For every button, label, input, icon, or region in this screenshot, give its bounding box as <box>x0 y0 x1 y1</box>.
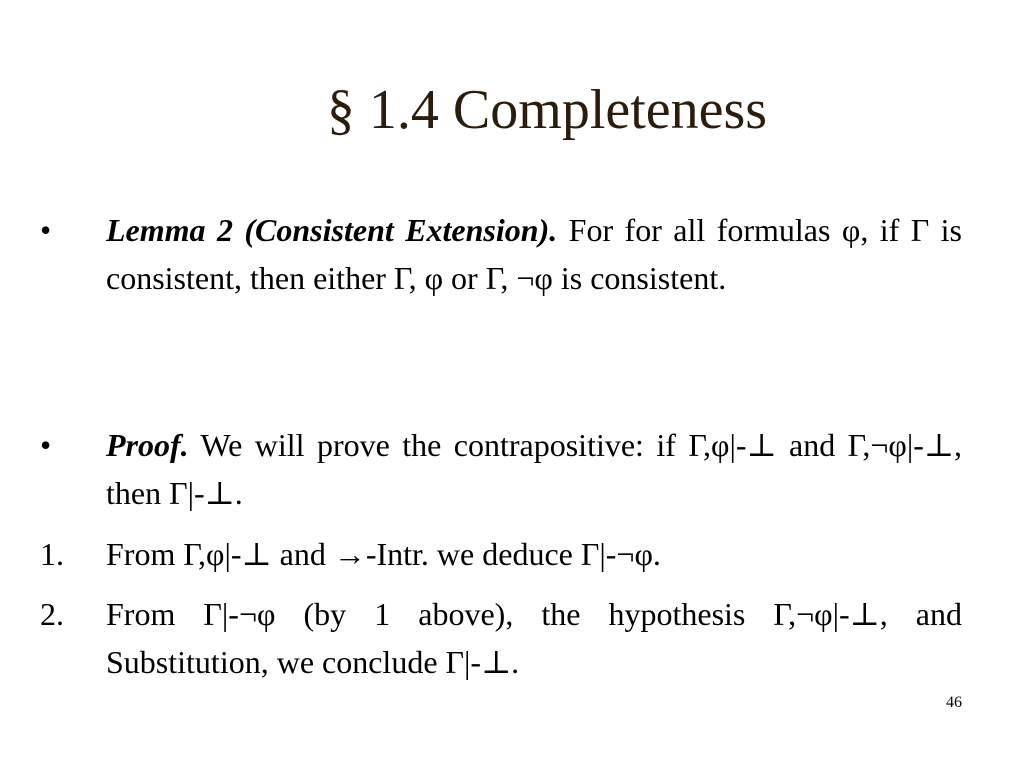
bullet-marker: • <box>40 427 52 463</box>
proof-step-2: From Γ|-¬φ (by 1 above), the hypothesis Γ,¬φ|-⊥, and Substitution, we conclude Γ|-⊥. <box>106 596 962 680</box>
lemma-statement <box>106 206 962 302</box>
step-number: 1. <box>40 536 64 572</box>
proof-step-1: From Γ,φ|-⊥ and →-Intr. we deduce Γ|-¬φ. <box>106 536 661 572</box>
proof-text: We will prove the contrapositive: if Γ,φ|-⊥ and Γ,¬φ|-⊥, then Γ|-⊥. <box>106 427 962 511</box>
page-number: 46 <box>946 694 962 711</box>
proof-heading: Proof. <box>106 427 189 463</box>
proof-statement <box>106 421 962 517</box>
bullet-marker: • <box>40 212 52 248</box>
step-number: 2. <box>40 596 64 632</box>
lemma-text: For for all formulas φ, if Γ is consistent, then either Γ, φ or Γ, ¬φ is consistent. <box>106 212 963 296</box>
slide-title: § 1.4 Completeness <box>326 79 768 141</box>
lemma-heading: Lemma 2 (Consistent Extension). <box>106 212 558 248</box>
